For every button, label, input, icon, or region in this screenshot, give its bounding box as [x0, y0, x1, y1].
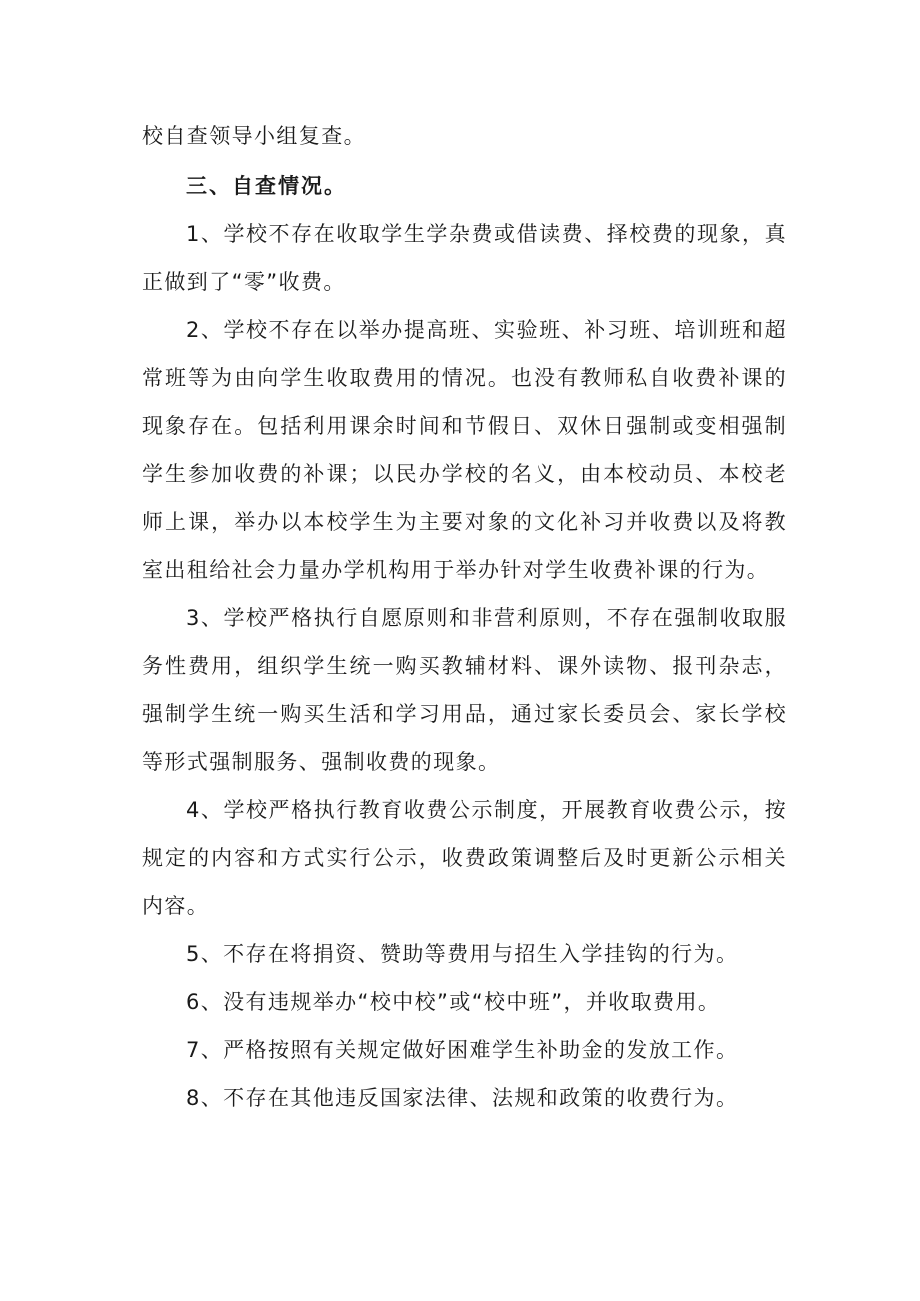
item-paragraph-4: 4、学校严格执行教育收费公示制度，开展教育收费公示，按规定的内容和方式实行公示，收费政策调整后及时更新公示相关内容。 — [142, 798, 787, 918]
item-paragraph-2: 2、学校不存在以举办提高班、实验班、补习班、培训班和超常班等为由向学生收取费用的情况。也没有教师私自收费补课的现象存在。包括利用课余时间和节假日、双休日强制或变相强制学生参加收费的补课；以民办学校的名义，由本校动员、本校老师上课，举办以本校学生为主要对象的文化补习并收费以及将教室出租给社会力量办学机构用于举办针对学生收费补课的行为。 — [142, 318, 787, 582]
item-paragraph-1: 1、学校不存在收取学生学杂费或借读费、择校费的现象，真正做到了“零”收费。 — [142, 222, 787, 294]
item-paragraph-8: 8、不存在其他违反国家法律、法规和政策的收费行为。 — [186, 1086, 739, 1110]
document-body — [142, 112, 787, 1122]
item-paragraph-7: 7、严格按照有关规定做好困难学生补助金的发放工作。 — [186, 1038, 739, 1062]
section-heading: 三、自查情况。 — [186, 174, 347, 198]
continuation-paragraph: 校自查领导小组复查。 — [142, 124, 366, 148]
item-paragraph-5: 5、不存在将捐资、赞助等费用与招生入学挂钩的行为。 — [186, 942, 739, 966]
item-paragraph-6: 6、没有违规举办“校中校”或“校中班”，并收取费用。 — [186, 990, 721, 1014]
item-paragraph-3: 3、学校严格执行自愿原则和非营利原则，不存在强制收取服务性费用，组织学生统一购买教辅材料、课外读物、报刊杂志，强制学生统一购买生活和学习用品，通过家长委员会、家长学校等形式强制服务、强制收费的现象。 — [142, 606, 787, 774]
